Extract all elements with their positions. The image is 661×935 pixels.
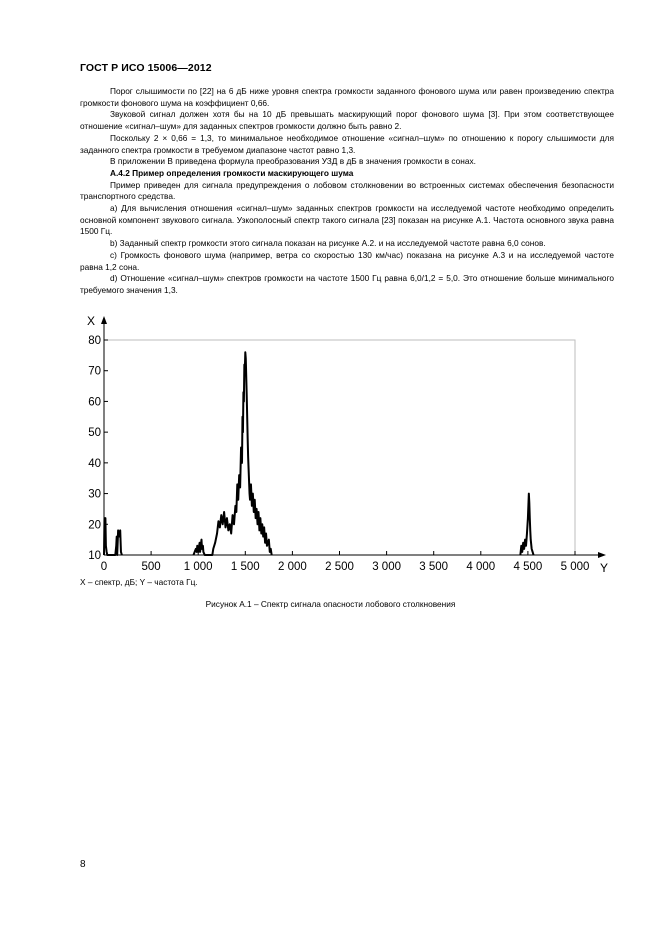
paragraph: Звуковой сигнал должен хотя бы на 10 дБ превышать маскирующий порог фонового шума [3]. При этом соответствующее отношение «сигнал–шум» для заданных спектров громкости должно быть равно 2. bbox=[80, 109, 614, 132]
y-tick-label: 20 bbox=[88, 519, 101, 532]
axis-caption: X – спектр, дБ; Y – частота Гц. bbox=[80, 577, 198, 587]
figure-caption: Рисунок А.1 – Спектр сигнала опасности лобового столкновения bbox=[205, 599, 456, 609]
paragraph: Поскольку 2 × 0,66 = 1,3, то минимальное необходимое отношение «сигнал–шум» по отношению к порогу слышимости для заданного спектра громкости в требуемом диапазоне частот равно 1,3. bbox=[80, 132, 614, 155]
x-tick-label: 4 500 bbox=[513, 561, 543, 572]
x-axis-label: Y bbox=[600, 561, 609, 572]
x-tick-label: 2 000 bbox=[278, 561, 307, 572]
page-number: 8 bbox=[80, 859, 86, 870]
paragraph: В приложении В приведена формула преобразования УЗД в дБ в значения громкости в сонах. bbox=[110, 156, 476, 167]
y-tick-label: 30 bbox=[88, 488, 101, 501]
x-axis-arrow bbox=[598, 552, 606, 558]
y-tick-label: 80 bbox=[88, 335, 101, 347]
y-axis-label: X bbox=[87, 314, 96, 328]
y-tick-label: 60 bbox=[88, 396, 101, 409]
paragraph: Порог слышимости по [22] на 6 дБ ниже уровня спектра громкости заданного фонового шума или равен произведению спектра громкости фонового шума на коэффициент 0,66. bbox=[80, 86, 614, 108]
x-tick-label: 3 000 bbox=[372, 561, 401, 572]
y-axis-arrow bbox=[101, 316, 107, 324]
x-tick-label: 0 bbox=[100, 561, 108, 572]
x-tick-label: 2 500 bbox=[325, 561, 354, 572]
plot-frame bbox=[104, 340, 575, 555]
y-tick-label: 70 bbox=[88, 365, 101, 378]
x-tick-label: 1 500 bbox=[230, 561, 260, 572]
paragraph: d) Отношение «сигнал–шум» спектров громкости на частоте 1500 Гц равна 6,0/1,2 = 5,0. Это отношение больше минимального требуемого значения 1,3. bbox=[80, 273, 614, 295]
section-heading: А.4.2 Пример определения громкости маскирующего шума bbox=[110, 167, 354, 178]
paragraph: c) Громкость фонового шума (например, ветра со скоростью 130 км/час) показана на рисунке А.3 и на исследуемой частоте равна 1,2 сона. bbox=[80, 249, 614, 272]
x-tick-label: 500 bbox=[141, 561, 161, 572]
document-body bbox=[80, 86, 614, 297]
paragraph: Пример приведен для сигнала предупреждения о лобовом столкновении во встроенных системах обеспечения безопасности транспортного средства. bbox=[80, 179, 614, 202]
y-tick-label: 10 bbox=[88, 550, 101, 562]
x-tick-label: 1 000 bbox=[183, 561, 213, 572]
x-tick-label: 3 500 bbox=[419, 561, 449, 572]
x-tick-label: 5 000 bbox=[560, 561, 590, 572]
spectrum-line bbox=[104, 352, 534, 555]
spectrum-chart bbox=[70, 310, 620, 572]
document-header: ГОСТ Р ИСО 15006—2012 bbox=[80, 62, 212, 74]
paragraph: a) Для вычисления отношения «сигнал–шум» заданных спектров громкости на исследуемой частоте необходимо определить основной компонент звукового сигнала. Узкополосный спектр такого сигнала [23] показан на рисунке А.1. Частота основного звука равна 1500 Гц. bbox=[80, 203, 614, 237]
y-tick-label: 40 bbox=[88, 457, 101, 470]
paragraph: b) Заданный спектр громкости этого сигнала показан на рисунке А.2. и на исследуемой частоте равна 6,0 сонов. bbox=[110, 238, 546, 249]
x-tick-label: 4 000 bbox=[466, 561, 496, 572]
y-tick-label: 50 bbox=[88, 427, 101, 440]
